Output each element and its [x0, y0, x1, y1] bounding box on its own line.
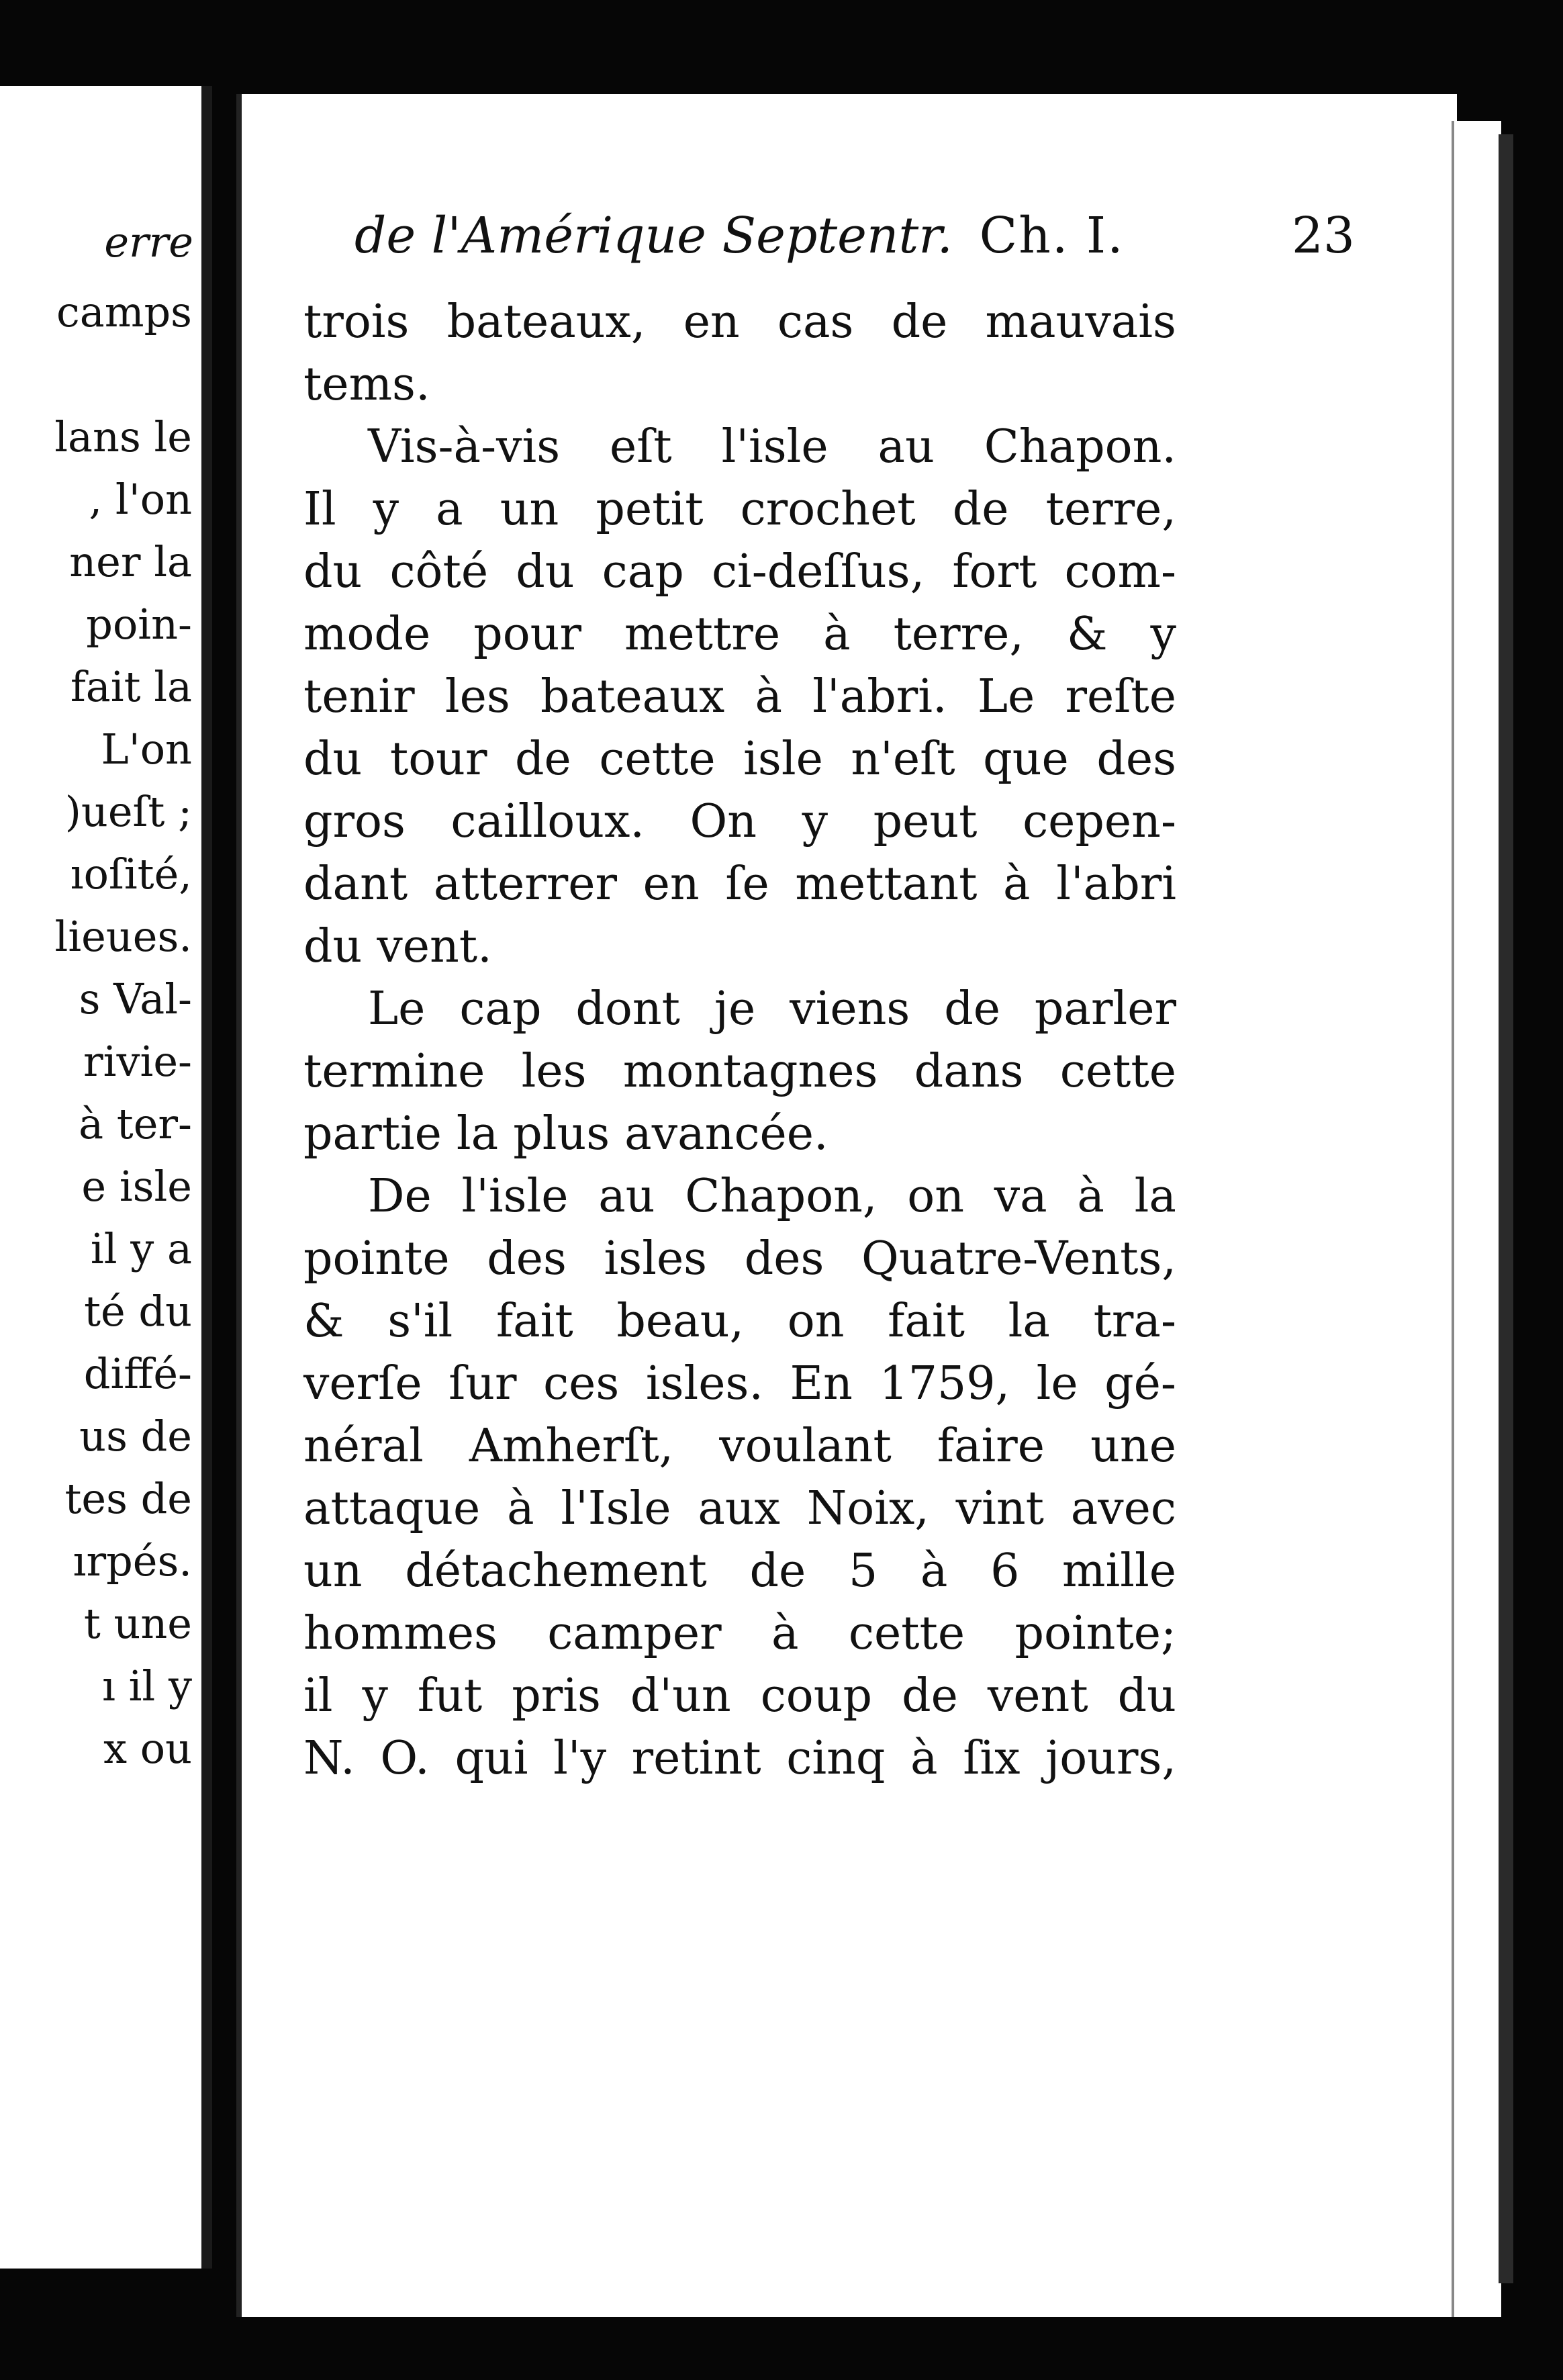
word: un: [500, 483, 559, 536]
word: je: [714, 982, 756, 1036]
word: cailloux.: [451, 795, 645, 848]
word: la: [1134, 1170, 1176, 1223]
word: fait: [495, 1295, 573, 1348]
word: mille: [1062, 1545, 1176, 1598]
word: il: [303, 1669, 333, 1723]
binding-shadow: [1499, 134, 1513, 2283]
word: pris: [512, 1669, 601, 1723]
word: Le: [977, 670, 1035, 723]
word: bateaux: [540, 670, 725, 723]
left-text-line: )ueſt ;: [64, 787, 192, 836]
word: isles: [604, 1232, 708, 1285]
word: ſur: [448, 1357, 517, 1410]
word: 6: [990, 1545, 1020, 1598]
word: d'un: [630, 1669, 731, 1723]
word: voulant: [719, 1420, 892, 1473]
left-text-line: il y a: [90, 1224, 192, 1273]
word: partie: [303, 1107, 442, 1160]
text-line: [303, 1295, 1176, 1348]
word: crochet: [740, 483, 916, 536]
word: pointe: [303, 1232, 450, 1285]
word: mettant: [795, 858, 978, 911]
word: cinq: [786, 1732, 886, 1785]
text-line: [303, 1482, 1176, 1535]
word: que: [983, 733, 1069, 786]
left-text-line: t une: [83, 1599, 192, 1648]
word: verſe: [303, 1357, 422, 1410]
text-line: [303, 1107, 1176, 1160]
word: tra-: [1093, 1295, 1176, 1348]
word: du: [303, 920, 363, 973]
word: à: [1003, 858, 1031, 911]
left-text-line: tes de: [64, 1474, 192, 1523]
word: tenir: [303, 670, 415, 723]
page-edge: [1452, 121, 1501, 2317]
word: avancée.: [624, 1107, 828, 1160]
text-line: [303, 1420, 1176, 1473]
word: du: [303, 545, 363, 598]
left-text-line: ner la: [69, 537, 192, 586]
word: à: [507, 1482, 534, 1535]
word: l'abri.: [812, 670, 947, 723]
left-text-line: lieues.: [54, 912, 192, 961]
word: Le: [368, 982, 426, 1036]
left-text-line: à ter-: [79, 1099, 192, 1148]
word: le: [1036, 1357, 1078, 1410]
word: attaque: [303, 1482, 481, 1535]
word: y: [362, 1669, 388, 1723]
word: cas: [777, 295, 854, 349]
text-line: [303, 1732, 1176, 1785]
word: qui: [455, 1732, 528, 1785]
word: ſix: [963, 1732, 1021, 1785]
left-text-line: diffé-: [83, 1349, 192, 1398]
word: ſe: [725, 858, 769, 911]
word: l'y: [553, 1732, 607, 1785]
left-text-line: camps: [56, 287, 192, 336]
word: Chapon.: [984, 420, 1176, 473]
word: détachement: [405, 1545, 707, 1598]
chapter-label: Ch. I.: [979, 207, 1125, 265]
text-line: [303, 858, 1176, 911]
left-text-line: s Val-: [79, 974, 192, 1023]
word: l'isle: [461, 1170, 569, 1223]
word: l'isle: [721, 420, 828, 473]
word: vent.: [377, 920, 492, 973]
word: En: [790, 1357, 853, 1410]
word: à: [910, 1732, 938, 1785]
text-line: [303, 1045, 1176, 1098]
word: dant: [303, 858, 408, 911]
word: &: [1067, 608, 1108, 661]
text-line: [303, 483, 1176, 536]
word: à: [823, 608, 851, 661]
word: pour: [473, 608, 581, 661]
word: eſt: [609, 420, 672, 473]
word: des: [1096, 733, 1176, 786]
left-text-line: rivie-: [83, 1037, 192, 1086]
left-text-line: us de: [79, 1412, 192, 1461]
left-running-head: erre: [104, 218, 193, 267]
word: mode: [303, 608, 431, 661]
word: cepen-: [1023, 795, 1176, 848]
text-line: [303, 1170, 1176, 1223]
text-line: [303, 920, 1176, 973]
word: les: [521, 1045, 587, 1098]
word: du: [303, 733, 363, 786]
word: termine: [303, 1045, 485, 1098]
word: les: [444, 670, 510, 723]
word: montagnes: [622, 1045, 878, 1098]
word: n'eſt: [851, 733, 955, 786]
word: viens: [790, 982, 910, 1036]
word: Amherſt,: [469, 1420, 674, 1473]
word: camper: [547, 1607, 722, 1660]
left-text-line: e isle: [81, 1162, 192, 1211]
word: mauvais: [985, 295, 1176, 349]
word: une: [1090, 1420, 1176, 1473]
text-line: [303, 1607, 1176, 1660]
word: tems.: [303, 358, 430, 411]
word: la: [456, 1107, 499, 1160]
word: cette: [1059, 1045, 1176, 1098]
word: terre,: [893, 608, 1025, 661]
word: côté: [389, 545, 489, 598]
word: de: [891, 295, 948, 349]
left-text-line: ı il y: [102, 1661, 192, 1710]
text-line: [303, 295, 1176, 349]
word: parler: [1034, 982, 1176, 1036]
text-line: [303, 545, 1176, 598]
word: de: [952, 483, 1009, 536]
word: dans: [914, 1045, 1024, 1098]
word: 5: [848, 1545, 878, 1598]
word: tour: [389, 733, 487, 786]
text-line: [303, 420, 1176, 473]
page-number: 23: [1291, 207, 1355, 265]
word: de: [749, 1545, 806, 1598]
word: du: [516, 545, 575, 598]
word: Chapon,: [685, 1170, 878, 1223]
word: isles.: [645, 1357, 763, 1410]
word: cap: [459, 982, 542, 1036]
text-line: [303, 608, 1176, 661]
word: reſte: [1065, 670, 1176, 723]
word: isle: [743, 733, 823, 786]
word: fut: [417, 1669, 483, 1723]
left-page: [0, 86, 212, 2269]
word: Quatre-Vents,: [861, 1232, 1176, 1285]
left-text-line: fait la: [70, 662, 192, 711]
word: on: [787, 1295, 845, 1348]
word: fort: [952, 545, 1037, 598]
word: trois: [303, 295, 410, 349]
left-text-line: L'on: [101, 725, 192, 774]
word: fait: [888, 1295, 965, 1348]
word: pointe;: [1014, 1607, 1176, 1660]
left-text-line: té du: [84, 1287, 192, 1336]
word: du: [1117, 1669, 1176, 1723]
word: un: [303, 1545, 363, 1598]
word: vint: [955, 1482, 1044, 1535]
word: beau,: [616, 1295, 745, 1348]
word: au: [878, 420, 935, 473]
text-line: [303, 1669, 1176, 1723]
word: y: [1150, 608, 1176, 661]
word: en: [643, 858, 700, 911]
word: faire: [937, 1420, 1045, 1473]
word: On: [690, 795, 757, 848]
text-line: [303, 1232, 1176, 1285]
left-text-line: x ou: [103, 1724, 192, 1773]
left-text-line: ıoſité,: [70, 850, 192, 899]
word: à: [771, 1607, 799, 1660]
word: s'il: [387, 1295, 453, 1348]
word: l'Isle: [561, 1482, 671, 1535]
word: vent: [987, 1669, 1088, 1723]
word: &: [303, 1295, 344, 1348]
word: retint: [631, 1732, 761, 1785]
left-text-line: lans le: [54, 412, 192, 461]
word: Noix,: [806, 1482, 929, 1535]
word: gros: [303, 795, 406, 848]
word: au: [598, 1170, 655, 1223]
word: de: [515, 733, 571, 786]
word: ces: [543, 1357, 620, 1410]
running-head: de l'Amérique Septentr.: [354, 207, 953, 265]
word: a: [436, 483, 463, 536]
word: O.: [380, 1732, 430, 1785]
word: de: [944, 982, 1000, 1036]
word: dont: [575, 982, 680, 1036]
left-text-line: poin-: [86, 600, 192, 649]
text-line: [303, 1545, 1176, 1598]
word: peut: [873, 795, 978, 848]
word: aux: [698, 1482, 780, 1535]
word: De: [368, 1170, 432, 1223]
text-line: [303, 795, 1176, 848]
text-line: [303, 358, 1176, 411]
word: Il: [303, 483, 336, 536]
word: hommes: [303, 1607, 498, 1660]
word: cette: [599, 733, 716, 786]
word: coup: [760, 1669, 873, 1723]
word: des: [744, 1232, 824, 1285]
word: l'abri: [1056, 858, 1176, 911]
word: bateaux,: [446, 295, 646, 349]
word: on: [907, 1170, 964, 1223]
left-text-line: , l'on: [89, 475, 192, 524]
word: de: [902, 1669, 958, 1723]
word: mettre: [624, 608, 781, 661]
word: com-: [1064, 545, 1176, 598]
word: Vis-à-vis: [368, 420, 561, 473]
word: atterrer: [433, 858, 618, 911]
word: la: [1008, 1295, 1050, 1348]
word: à: [920, 1545, 948, 1598]
word: plus: [513, 1107, 610, 1160]
word: cap: [602, 545, 684, 598]
word: avec: [1070, 1482, 1176, 1535]
word: gé-: [1104, 1357, 1176, 1410]
text-line: [303, 1357, 1176, 1410]
word: petit: [596, 483, 704, 536]
word: ci-deſſus,: [711, 545, 925, 598]
word: à: [1077, 1170, 1104, 1223]
word: N.: [303, 1732, 355, 1785]
text-line: [303, 733, 1176, 786]
word: des: [487, 1232, 567, 1285]
word: terre,: [1045, 483, 1176, 536]
word: jours,: [1045, 1732, 1176, 1785]
word: en: [683, 295, 740, 349]
page-header: [354, 207, 1355, 265]
word: 1759,: [879, 1357, 1010, 1410]
right-page: [236, 94, 1457, 2317]
text-line: [303, 982, 1176, 1036]
word: néral: [303, 1420, 424, 1473]
left-text-line: ırpés.: [73, 1537, 192, 1586]
word: à: [755, 670, 783, 723]
word: cette: [848, 1607, 965, 1660]
word: y: [802, 795, 828, 848]
text-line: [303, 670, 1176, 723]
word: y: [373, 483, 399, 536]
word: va: [994, 1170, 1047, 1223]
